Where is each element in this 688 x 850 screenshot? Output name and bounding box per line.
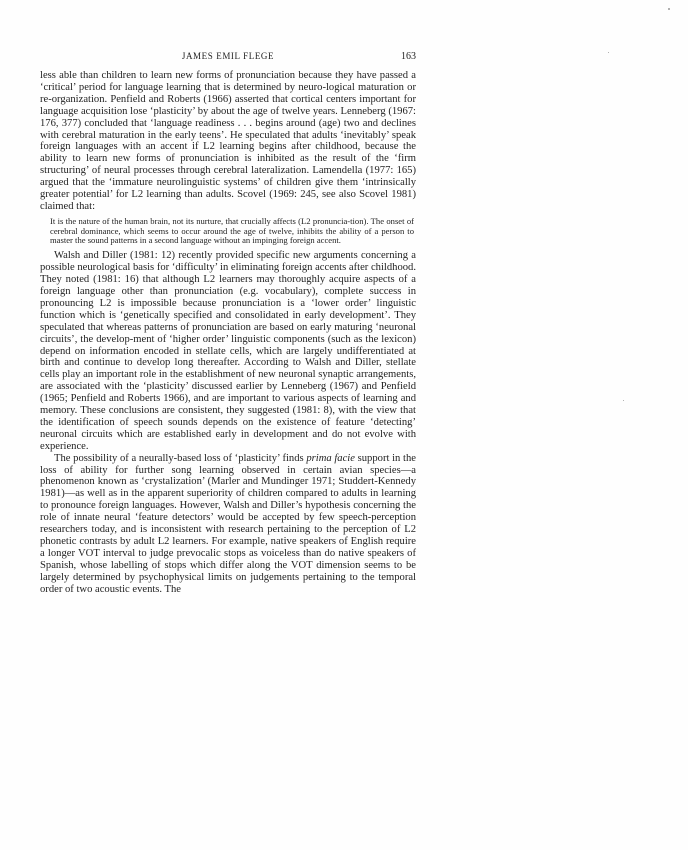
scan-speck [668, 8, 670, 10]
block-quote: It is the nature of the human brain, not its nurture, that crucially affects (L2 pronuncia-tion). The onset of cerebral dominance, which seems to occur around the age of twelve, inhibits the ability of a person to master the sound patterns in a second language without an impinging foreign accent. [50, 215, 414, 246]
scan-speck [623, 400, 624, 401]
scan-speck [608, 52, 609, 53]
page-number: 163 [401, 51, 416, 62]
paragraph-2: Walsh and Diller (1981: 12) recently provided specific new arguments concerning a possible neurological basis for ‘difficulty’ in eliminating foreign accents after childhood. They noted (1981: 16) that although L2 learners may thoroughly acquire aspects of a foreign language other than pronunciation (e.g. vocabulary), complete success in pronouncing L2 is impossible because pronunciation is a ‘lower order’ linguistic function which is ‘genetically specified and consolidated in early development’. They speculated that whereas patterns of pronunciation are based on early maturing ‘neuronal circuits’, the develop-ment of ‘higher order’ linguistic components (such as the lexicon) depend on information encoded in stellate cells, which are largely undifferentiated at birth and continue to develop long thereafter. According to Walsh and Diller, stellate cells play an important role in the establishment of new neuronal synaptic arrangements, are associated with the ‘plasticity’ discussed earlier by Lenneberg (1967) and Penfield (1965; Penfield and Roberts 1966), and are important to various aspects of learning and memory. These conclusions are consistent, they suggested (1981: 8), with the view that the identification of speech sounds depends on the existence of feature ‘detecting’ neuronal circuits which are established early in development and do not evolve with experience. [40, 250, 416, 452]
italic-phrase: prima facie [306, 452, 355, 464]
paragraph-1: less able than children to learn new forms of pronunciation because they have passed a ‘critical’ period for language learning that is determined by neuro-logical maturation or re-organization. Penfield and Roberts (1966) asserted that cortical centers important for language acquisition lose ‘plasticity’ by about the age of twelve years. Lenneberg (1967: 176, 377) concluded that ‘language readiness . . . begins around (age) two and declines with cerebral maturation in the early teens’. He speculated that adults ‘inevitably’ speak foreign languages with an accent if L2 learning begins after childhood, because the ability to learn new forms of pronunciation is inhibited as the result of the ‘firm structuring’ of neural processes through cerebral lateralization. Lamendella (1977: 165) argued that the ‘immature neurolinguistic systems’ of children give them ‘intrinsically greater potential’ for L2 learning than adults. Scovel (1969: 245, see also Scovel 1981) claimed that: [40, 70, 416, 212]
running-head: JAMES EMIL FLEGE [181, 51, 275, 61]
page-header [40, 51, 416, 65]
body-text [40, 70, 416, 596]
paragraph-3-start: The possibility of a neurally-based loss of ‘plasticity’ finds [54, 452, 307, 464]
paragraph-3-end: support in the loss of ability for further song learning observed in certain avian species—a phenomenon known as ‘crystalization’ (Marler and Mundinger 1971; Studdert-Kennedy 1981)—as well as in the apparent superiority of children compared to adults in learning to pronounce foreign languages. However, Walsh and Diller’s hypothesis concerning the role of innate neural ‘feature detectors’ would be accepted by few speech-perception researchers today, and is inconsistent with research pertaining to the perception of L2 phonetic contrasts by adult L2 learners. For example, native speakers of English require a longer VOT interval to judge prevocalic stops as voiceless than do native speakers of Spanish, whose labelling of stops which differ along the VOT dimension seems to be largely determined by psychophysical limits on judgements pertaining to the temporal order of two acoustic events. The [40, 452, 416, 595]
paragraph-3 [40, 453, 416, 596]
